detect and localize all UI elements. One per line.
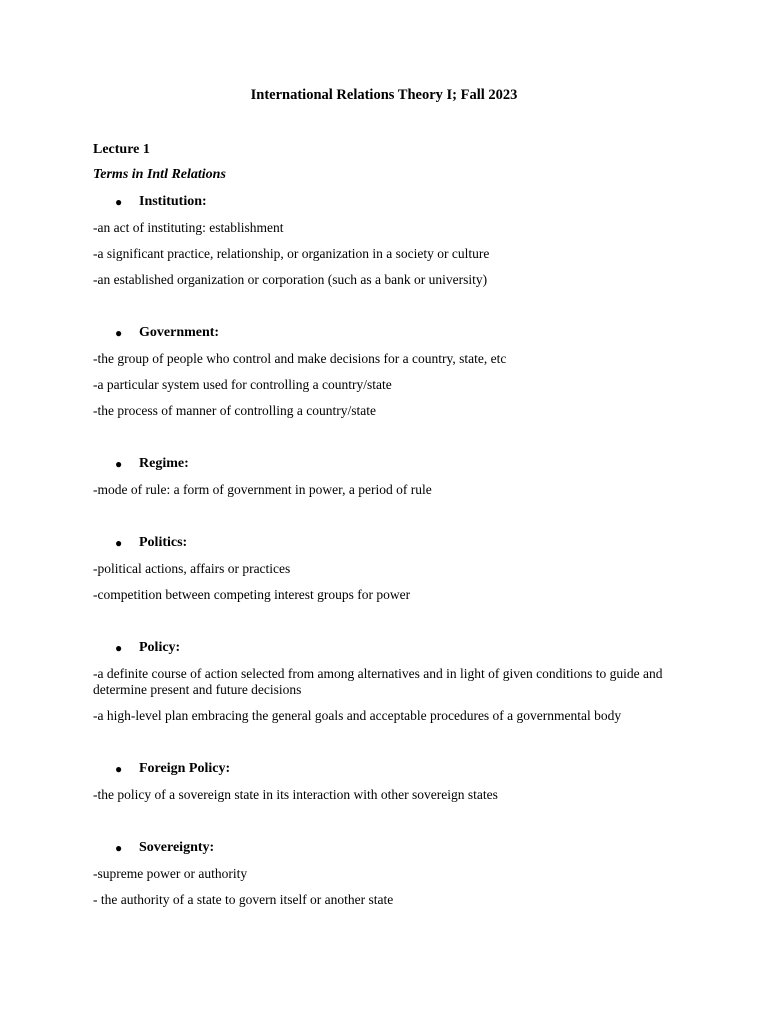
term-heading — [93, 760, 683, 778]
bullet-icon: ● — [115, 641, 123, 655]
bullet-icon: ● — [115, 195, 123, 209]
term-section-regime — [93, 455, 683, 498]
definition: -a definite course of action selected from among alternatives and in light of given conditions to guide and determine present and future decisions — [93, 666, 663, 697]
lecture-heading: Lecture 1 — [93, 142, 150, 157]
term-heading — [93, 839, 683, 857]
definition: -a significant practice, relationship, or organization in a society or culture — [93, 246, 490, 261]
term-section-politics — [93, 534, 683, 603]
bullet-icon: ● — [115, 536, 123, 550]
term-label: Foreign Policy: — [139, 761, 231, 776]
term-label: Policy: — [139, 640, 181, 655]
term-heading — [93, 324, 683, 342]
bullet-icon: ● — [115, 457, 123, 471]
term-label: Sovereignty: — [139, 840, 215, 855]
bullet-icon: ● — [115, 762, 123, 776]
definition: - the authority of a state to govern itself or another state — [93, 892, 394, 907]
definition: -political actions, affairs or practices — [93, 561, 291, 576]
definition: -competition between competing interest groups for power — [93, 587, 411, 602]
term-label: Institution: — [139, 194, 207, 209]
term-label: Government: — [139, 325, 220, 340]
document-title: International Relations Theory I; Fall 2023 — [250, 87, 518, 103]
definition: -mode of rule: a form of government in power, a period of rule — [93, 482, 432, 497]
term-section-foreign-policy — [93, 760, 683, 803]
term-label: Politics: — [139, 535, 188, 550]
term-heading — [93, 193, 683, 211]
document-body — [93, 141, 683, 908]
term-section-policy — [93, 639, 683, 724]
definition: -an act of instituting: establishment — [93, 220, 284, 235]
term-label: Regime: — [139, 456, 189, 471]
section-subtitle: Terms in Intl Relations — [93, 167, 226, 182]
bullet-icon: ● — [115, 326, 123, 340]
term-heading — [93, 639, 683, 657]
term-heading — [93, 455, 683, 473]
definition: -an established organization or corporation (such as a bank or university) — [93, 272, 488, 287]
definition: -a high-level plan embracing the general goals and acceptable procedures of a governmental body — [93, 708, 622, 723]
term-section-government — [93, 324, 683, 419]
bullet-icon: ● — [115, 841, 123, 855]
term-section-sovereignty — [93, 839, 683, 908]
definition: -supreme power or authority — [93, 866, 248, 881]
definition: -the group of people who control and make decisions for a country, state, etc — [93, 351, 507, 366]
definition: -a particular system used for controlling a country/state — [93, 377, 392, 392]
term-section-institution — [93, 193, 683, 288]
definition: -the policy of a sovereign state in its interaction with other sovereign states — [93, 787, 498, 802]
definition: -the process of manner of controlling a country/state — [93, 403, 377, 418]
term-heading — [93, 534, 683, 552]
